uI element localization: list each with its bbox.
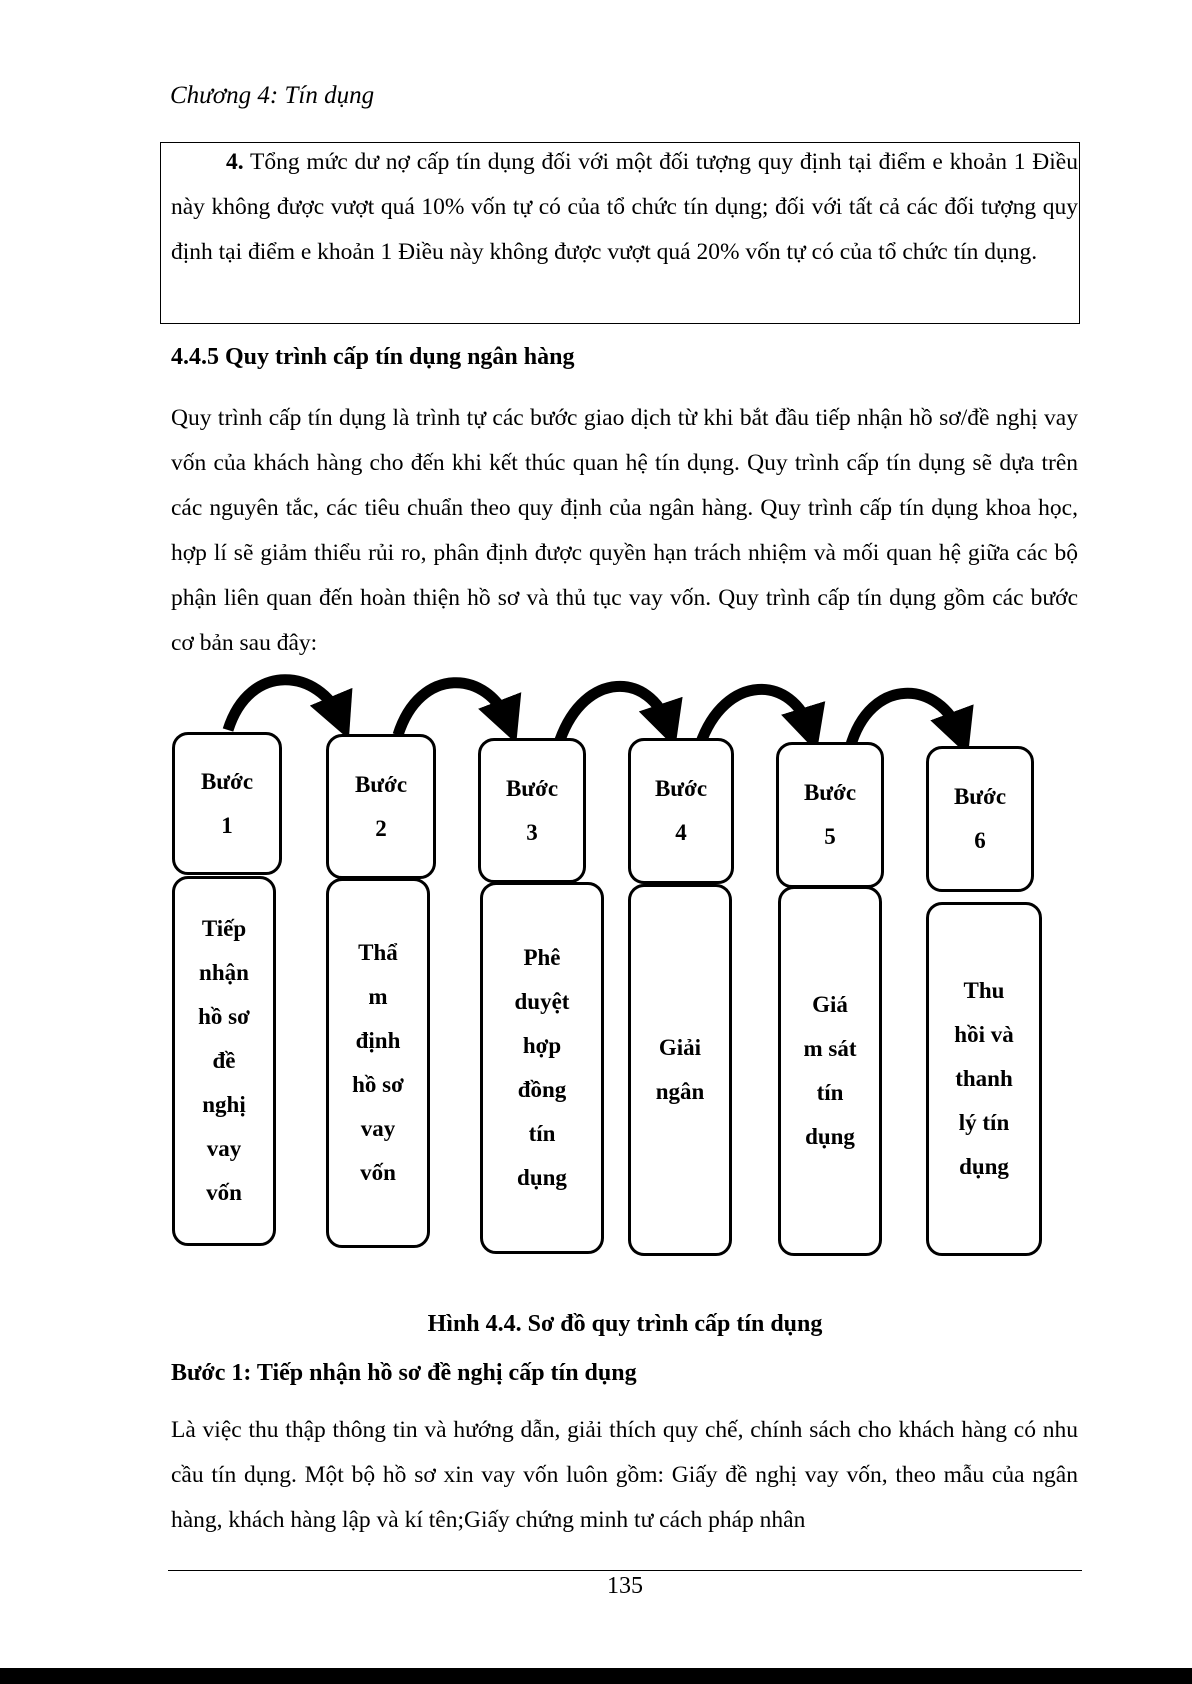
step-2-desc-box: Thẩ m định hồ sơ vay vốn [326,878,430,1248]
step-6-label-box: Bước 6 [926,746,1034,892]
scan-bottom-edge [0,1668,1192,1684]
intro-paragraph: Quy trình cấp tín dụng là trình tự các bước giao dịch từ khi bắt đầu tiếp nhận hồ sơ/đề nghị vay vốn của khách hàng cho đến khi kết thúc quan hệ tín dụng. Quy trình cấp tín dụng sẽ dựa trên các nguyên tắc, các tiêu chuẩn theo quy định của ngân hàng. Quy trình cấp tín dụng khoa học, hợp lí sẽ giảm thiểu rủi ro, phân định được quyền hạn trách nhiệm và mối quan hệ giữa các bộ phận liên quan đến hoàn thiện hồ sơ và thủ tục vay vốn. Quy trình cấp tín dụng gồm các bước cơ bản sau đây: [171,405,1078,656]
step-3-label-box: Bước 3 [478,738,586,883]
page-number: 135 [607,1573,643,1599]
step-2-label-box: Bước 2 [326,734,436,879]
step-6-desc-box: Thu hồi và thanh lý tín dụng [926,902,1042,1256]
step-1-desc-box: Tiếp nhận hồ sơ đề nghị vay vốn [172,876,276,1246]
footer-divider [168,1570,1082,1571]
step1-paragraph: Là việc thu thập thông tin và hướng dẫn, giải thích quy chế, chính sách cho khách hàng có nhu cầu tín dụng. Một bộ hồ sơ xin vay vốn luôn gồm: Giấy đề nghị vay vốn, theo mẫu của ngân hàng, khách hàng lập và kí tên;Giấy chứng minh tư cách pháp nhân [171,1417,1078,1533]
step-5-desc-box: Giá m sát tín dụng [778,886,882,1256]
step-5-label-box: Bước 5 [776,742,884,888]
arrow-3-to-4 [560,686,668,740]
arrow-2-to-3 [398,683,508,735]
figure-caption: Hình 4.4. Sơ đồ quy trình cấp tín dụng [427,1311,823,1337]
arrow-1-to-2 [228,680,340,730]
step-4-desc-box: Giải ngân [628,884,732,1256]
quote-number: 4. [226,149,244,175]
quote-text-block [171,140,1078,275]
chapter-header: Chương 4: Tín dụng [170,82,375,109]
step-1-label-box: Bước 1 [172,732,282,875]
arrow-5-to-6 [850,693,960,748]
step-4-label-box: Bước 4 [628,738,734,884]
arrow-4-to-5 [700,689,810,745]
section-title: 4.4.5 Quy trình cấp tín dụng ngân hàng [171,344,575,370]
step1-heading: Bước 1: Tiếp nhận hồ sơ đề nghị cấp tín dụng [171,1360,637,1386]
step-3-desc-box: Phê duyệt hợp đồng tín dụng [480,882,604,1254]
quote-body: Tổng mức dư nợ cấp tín dụng đối với một đối tượng quy định tại điểm e khoản 1 Điều này không được vượt quá 10% vốn tự có của tổ chức tín dụng; đối với tất cả các đối tượng quy định tại điểm e khoản 1 Điều này không được vượt quá 20% vốn tự có của tổ chức tín dụng. [171,149,1078,265]
